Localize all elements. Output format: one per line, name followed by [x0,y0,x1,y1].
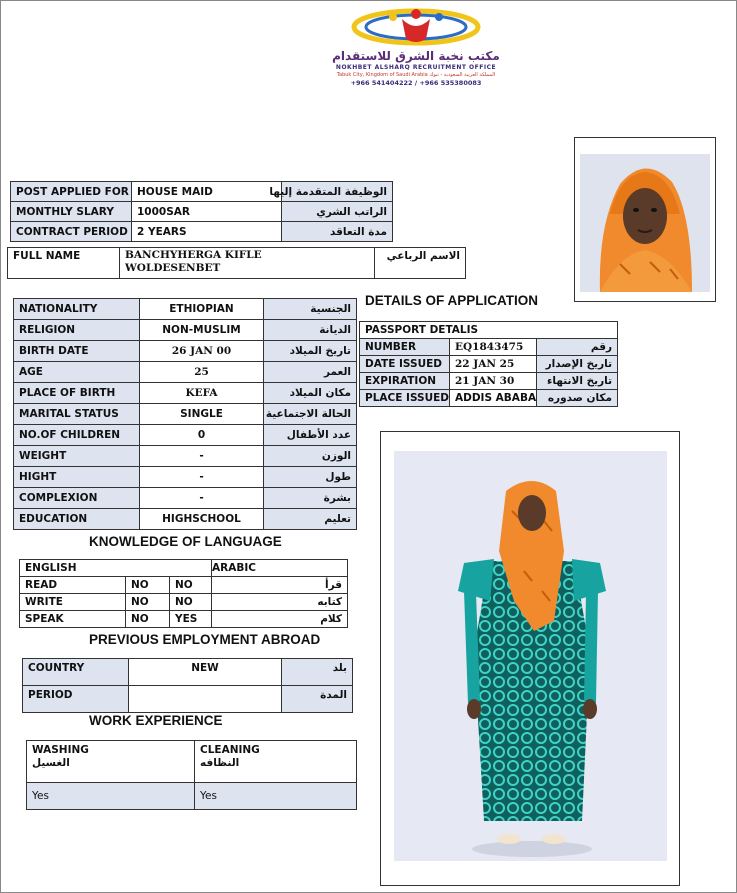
personal-details-table [13,298,357,530]
place-issued-label-ar: مكان صدوره [537,390,618,407]
height-label-ar: طول [264,467,357,488]
read-label-ar: قرأ [212,577,348,594]
weight-label: WEIGHT [14,446,140,467]
place-of-birth-value: KEFA [140,383,264,404]
washing-cell [27,741,195,783]
place-issued-value: ADDIS ABABA [450,390,537,407]
complexion-value: - [140,488,264,509]
weight-value: - [140,446,264,467]
english-header: ENGLISH [20,560,212,577]
birth-date-value: 26 JAN 00 [140,341,264,362]
salary-label-ar: الراتب الشري [282,202,393,222]
date-issued-value: 22 JAN 25 [450,356,537,373]
employment-table [22,658,353,713]
cleaning-label-ar: النظافه [200,757,240,769]
expiration-label-ar: تاريخ الانتهاء [537,373,618,390]
complexion-label-ar: بشرة [264,488,357,509]
country-label-ar: بلد [282,659,353,686]
age-label-ar: العمر [264,362,357,383]
portrait-photo [580,154,710,292]
birth-date-label: BIRTH DATE [14,341,140,362]
job-table [10,181,393,242]
height-value: - [140,467,264,488]
children-label: NO.OF CHILDREN [14,425,140,446]
children-value: 0 [140,425,264,446]
full-name-line1: BANCHYHERGA KIFLE [125,249,262,261]
place-of-birth-label-ar: مكان الميلاد [264,383,357,404]
passport-number-value: EQ1843475 [450,339,537,356]
period-label-ar: المدة [282,686,353,713]
weight-label-ar: الوزن [264,446,357,467]
contract-label: CONTRACT PERIOD [11,222,132,242]
period-label: PERIOD [23,686,129,713]
salary-value: 1000SAR [132,202,282,222]
age-label: AGE [14,362,140,383]
job-row [11,202,393,222]
logo-english-name: NOKHBET ALSHARQ RECRUITMENT OFFICE [335,64,497,71]
religion-value: NON-MUSLIM [140,320,264,341]
read-label: READ [20,577,126,594]
nationality-label: NATIONALITY [14,299,140,320]
marital-status-value: SINGLE [140,404,264,425]
speak-arabic: YES [170,611,212,628]
education-label-ar: تعليم [264,509,357,530]
passport-table [359,321,618,407]
full-body-photo-frame [380,431,680,886]
full-name-table [7,247,466,279]
experience-table [26,740,357,810]
post-label: POST APPLIED FOR [11,182,132,202]
contract-value: 2 YEARS [132,222,282,242]
expiration-value: 21 JAN 30 [450,373,537,390]
period-value [129,686,282,713]
passport-title: PASSPORT DETALIS [360,322,618,339]
speak-english: NO [126,611,170,628]
country-label: COUNTRY [23,659,129,686]
passport-number-label: NUMBER [360,339,450,356]
marital-status-label-ar: الحالة الاجتماعية [264,404,357,425]
job-row [11,182,393,202]
full-name-line2: WOLDESENBET [125,262,221,274]
read-arabic: NO [170,577,212,594]
salary-label: MONTHLY SLARY [11,202,132,222]
speak-label-ar: كلام [212,611,348,628]
portrait-photo-frame [574,137,716,302]
cleaning-cell [195,741,357,783]
birth-date-label-ar: تاريخ الميلاد [264,341,357,362]
logo-arabic-name: مكتب نخبة الشرق للاستقدام [332,49,500,63]
speak-label: SPEAK [20,611,126,628]
full-name-label-ar: الاسم الرباعي [375,248,466,279]
education-value: HIGHSCHOOL [140,509,264,530]
post-value: HOUSE MAID [132,182,282,202]
date-issued-label: DATE ISSUED [360,356,450,373]
arabic-header: ARABIC [212,560,348,577]
complexion-label: COMPLEXION [14,488,140,509]
contract-label-ar: مدة التعاقد [282,222,393,242]
experience-heading: WORK EXPERIENCE [89,713,223,728]
washing-label-ar: الغسيل [32,757,70,769]
religion-label-ar: الديانة [264,320,357,341]
write-arabic: NO [170,594,212,611]
washing-label: WASHING [32,744,89,756]
marital-status-label: MARITAL STATUS [14,404,140,425]
full-name-value [120,248,375,279]
agency-logo [291,5,541,87]
washing-value: Yes [27,783,195,810]
language-table [19,559,348,628]
logo-phones: +966 541404222 / +966 535380083 [350,79,482,87]
full-body-photo [394,451,667,861]
passport-number-label-ar: رقم [537,339,618,356]
employment-heading: PREVIOUS EMPLOYMENT ABROAD [89,632,321,647]
nationality-label-ar: الجنسية [264,299,357,320]
height-label: HIGHT [14,467,140,488]
children-label-ar: عدد الأطفال [264,425,357,446]
write-english: NO [126,594,170,611]
read-english: NO [126,577,170,594]
place-of-birth-label: PLACE OF BIRTH [14,383,140,404]
place-issued-label: PLACE ISSUED [360,390,450,407]
logo-location: Tabuk City, Kingdom of Saudi Arabia المملكة العربية السعودية - تبوك [336,72,496,78]
cleaning-value: Yes [195,783,357,810]
age-value: 25 [140,362,264,383]
post-label-ar: الوظيفة المتقدمة إليها [282,182,393,202]
job-row [11,222,393,242]
language-heading: KNOWLEDGE OF LANGUAGE [89,534,282,549]
education-label: EDUCATION [14,509,140,530]
logo-emblem-icon [346,5,486,49]
write-label-ar: كتابه [212,594,348,611]
full-name-label: FULL NAME [8,248,120,279]
cleaning-label: CLEANING [200,744,260,756]
country-value: NEW [129,659,282,686]
write-label: WRITE [20,594,126,611]
date-issued-label-ar: تاريخ الإصدار [537,356,618,373]
expiration-label: EXPIRATION [360,373,450,390]
religion-label: RELIGION [14,320,140,341]
application-heading: DETAILS OF APPLICATION [365,293,538,308]
nationality-value: ETHIOPIAN [140,299,264,320]
